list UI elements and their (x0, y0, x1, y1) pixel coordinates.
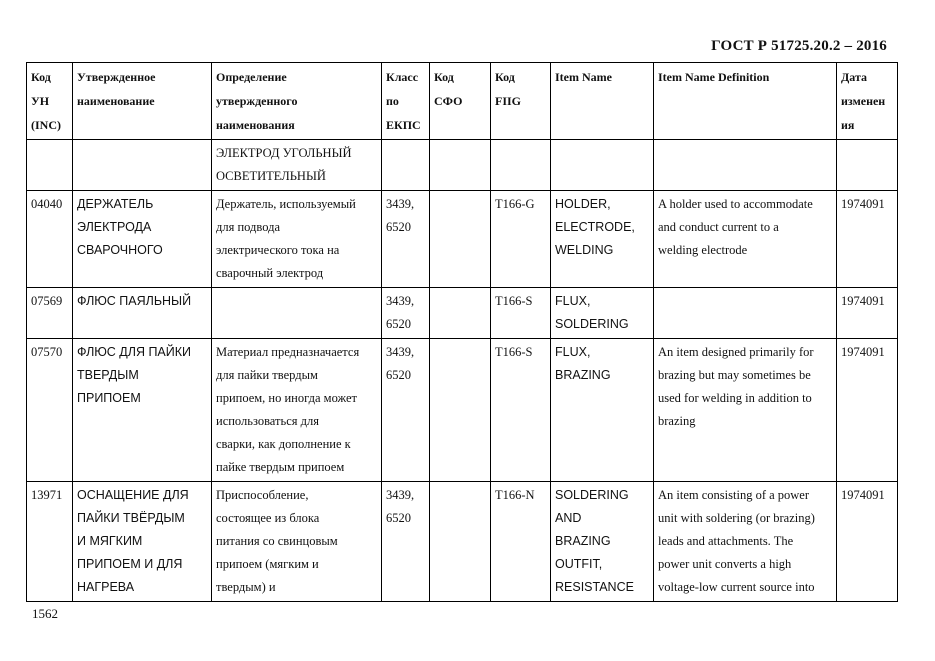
table-row (27, 191, 898, 288)
cell-text: A holder used to accommodate (658, 197, 813, 211)
document-code-header: ГОСТ Р 51725.20.2 – 2016 (711, 38, 887, 54)
cell-text: 1974091 (841, 294, 885, 308)
header-text: Код (434, 70, 454, 84)
cell-text: leads and attachments. The (658, 534, 794, 548)
cell-text: твердым) и (216, 580, 276, 594)
cell-text: припоем (мягким и (216, 557, 319, 571)
cell-text: 13971 (31, 488, 63, 502)
item-name-cell (551, 140, 654, 191)
ekps-class-cell (382, 339, 430, 482)
name-definition-cell (212, 288, 382, 339)
header-text: (INC) (31, 118, 61, 132)
cell-text: T166-N (495, 488, 535, 502)
cell-text: сварочный электрод (216, 266, 324, 280)
name-definition-cell (212, 140, 382, 191)
header-text: утвержденного (216, 94, 298, 108)
cell-text: OUTFIT, (555, 557, 603, 571)
cell-text: питания со свинцовым (216, 534, 338, 548)
cell-text: voltage-low current source into (658, 580, 815, 594)
header-text: FIIG (495, 94, 522, 108)
header-col-ekps-class (382, 63, 430, 140)
change-date-cell (837, 191, 898, 288)
change-date-cell (837, 339, 898, 482)
cell-text: использоваться для (216, 414, 319, 428)
change-date-cell (837, 482, 898, 602)
cell-text: ПАЙКИ ТВЁРДЫМ (77, 511, 185, 525)
header-col-item-name-definition (654, 63, 837, 140)
header-col-sfo-code (430, 63, 491, 140)
cell-text: 07570 (31, 345, 63, 359)
ekps-class-cell (382, 140, 430, 191)
header-col-inc-code (27, 63, 73, 140)
cell-text: FLUX, (555, 345, 591, 359)
cell-text: ФЛЮС ПАЯЛЬНЫЙ (77, 294, 192, 308)
cell-text: 1974091 (841, 345, 885, 359)
cell-text: Материал предназначается (216, 345, 360, 359)
fiig-code-cell (491, 339, 551, 482)
cell-text: AND (555, 511, 582, 525)
cell-text: ЭЛЕКТРОД УГОЛЬНЫЙ (216, 146, 352, 160)
cell-text: HOLDER, (555, 197, 611, 211)
cell-text: состоящее из блока (216, 511, 320, 525)
item-name-cell (551, 288, 654, 339)
cell-text: 3439, (386, 197, 415, 211)
inc-code-cell (27, 191, 73, 288)
cell-text: ЭЛЕКТРОДА (77, 220, 152, 234)
cell-text: 1974091 (841, 197, 885, 211)
cell-text: power unit converts a high (658, 557, 792, 571)
ekps-class-cell (382, 482, 430, 602)
cell-text: для пайки твердым (216, 368, 318, 382)
cell-text: НАГРЕВА (77, 580, 135, 594)
cell-text: Приспособление, (216, 488, 309, 502)
name-definition-cell (212, 482, 382, 602)
header-text: ЕКПС (386, 118, 421, 132)
header-text: Код (31, 70, 51, 84)
header-text: Код (495, 70, 515, 84)
sfo-code-cell (430, 339, 491, 482)
change-date-cell (837, 288, 898, 339)
header-col-name-definition (212, 63, 382, 140)
cell-text: SOLDERING (555, 488, 629, 502)
table-row (27, 288, 898, 339)
cell-text: BRAZING (555, 368, 611, 382)
approved-name-cell (73, 339, 212, 482)
cell-text: ДЕРЖАТЕЛЬ (77, 197, 154, 211)
header-text: Item Name Definition (658, 70, 770, 84)
approved-name-cell (73, 482, 212, 602)
cell-text: 6520 (386, 368, 411, 382)
name-definition-cell (212, 339, 382, 482)
fiig-code-cell (491, 288, 551, 339)
cell-text: unit with soldering (or brazing) (658, 511, 815, 525)
table-row (27, 482, 898, 602)
name-definition-cell (212, 191, 382, 288)
header-text: УН (31, 94, 50, 108)
cell-text: RESISTANCE (555, 580, 634, 594)
cell-text: электрического тока на (216, 243, 340, 257)
cell-text: 3439, (386, 488, 415, 502)
sfo-code-cell (430, 140, 491, 191)
table-row (27, 140, 898, 191)
fiig-code-cell (491, 482, 551, 602)
item-name-cell (551, 482, 654, 602)
cell-text: ПРИПОЕМ И ДЛЯ (77, 557, 183, 571)
approved-name-cell (73, 288, 212, 339)
cell-text: WELDING (555, 243, 614, 257)
cell-text: ТВЕРДЫМ (77, 368, 139, 382)
header-col-fiig-code (491, 63, 551, 140)
cell-text: 6520 (386, 317, 411, 331)
item-name-definition-cell (654, 140, 837, 191)
cell-text: T166-G (495, 197, 535, 211)
cell-text: brazing (658, 414, 696, 428)
table-body (27, 140, 898, 602)
header-col-item-name (551, 63, 654, 140)
cell-text: пайке твердым припоем (216, 460, 345, 474)
change-date-cell (837, 140, 898, 191)
cell-text: 6520 (386, 220, 411, 234)
inc-code-cell (27, 339, 73, 482)
header-text: ия (841, 118, 855, 132)
table-row (27, 339, 898, 482)
header-text: изменен (841, 94, 886, 108)
fiig-code-cell (491, 191, 551, 288)
inc-code-cell (27, 140, 73, 191)
item-name-cell (551, 339, 654, 482)
header-text: Дата (841, 70, 867, 84)
cell-text: ОСВЕТИТЕЛЬНЫЙ (216, 169, 326, 183)
fiig-code-cell (491, 140, 551, 191)
header-text: Класс (386, 70, 419, 84)
sfo-code-cell (430, 482, 491, 602)
cell-text: SOLDERING (555, 317, 629, 331)
item-name-definition-cell (654, 288, 837, 339)
inc-code-cell (27, 288, 73, 339)
cell-text: СВАРОЧНОГО (77, 243, 163, 257)
cell-text: ОСНАЩЕНИЕ ДЛЯ (77, 488, 189, 502)
item-name-definition-cell (654, 482, 837, 602)
cell-text: FLUX, (555, 294, 591, 308)
header-col-approved-name (73, 63, 212, 140)
cell-text: ПРИПОЕМ (77, 391, 141, 405)
cell-text: ELECTRODE, (555, 220, 635, 234)
sfo-code-cell (430, 191, 491, 288)
cell-text: brazing but may sometimes be (658, 368, 811, 382)
header-text: по (386, 94, 399, 108)
cell-text: для подвода (216, 220, 281, 234)
header-text: наименование (77, 94, 155, 108)
approved-name-cell (73, 191, 212, 288)
cell-text: welding electrode (658, 243, 748, 257)
inc-code-cell (27, 482, 73, 602)
header-text: Item Name (555, 70, 612, 84)
header-text: наименования (216, 118, 295, 132)
ekps-class-cell (382, 288, 430, 339)
classification-table (26, 62, 898, 602)
cell-text: T166-S (495, 345, 533, 359)
cell-text: BRAZING (555, 534, 611, 548)
cell-text: An item consisting of a power (658, 488, 810, 502)
cell-text: 07569 (31, 294, 63, 308)
cell-text: ФЛЮС ДЛЯ ПАЙКИ (77, 345, 192, 359)
cell-text: An item designed primarily for (658, 345, 814, 359)
cell-text: 04040 (31, 197, 63, 211)
cell-text: припоем, но иногда может (216, 391, 357, 405)
cell-text: И МЯГКИМ (77, 534, 143, 548)
cell-text: T166-S (495, 294, 533, 308)
header-text: Утвержденное (77, 70, 156, 84)
sfo-code-cell (430, 288, 491, 339)
cell-text: used for welding in addition to (658, 391, 812, 405)
item-name-definition-cell (654, 191, 837, 288)
header-text: СФО (434, 94, 463, 108)
ekps-class-cell (382, 191, 430, 288)
header-text: Определение (216, 70, 287, 84)
cell-text: 3439, (386, 294, 415, 308)
approved-name-cell (73, 140, 212, 191)
cell-text: 3439, (386, 345, 415, 359)
item-name-definition-cell (654, 339, 837, 482)
cell-text: сварки, как дополнение к (216, 437, 351, 451)
table-header-row (27, 63, 898, 140)
cell-text: 1974091 (841, 488, 885, 502)
header-col-change-date (837, 63, 898, 140)
cell-text: 6520 (386, 511, 411, 525)
item-name-cell (551, 191, 654, 288)
cell-text: and conduct current to a (658, 220, 779, 234)
page-number: 1562 (32, 606, 58, 621)
cell-text: Держатель, используемый (216, 197, 356, 211)
